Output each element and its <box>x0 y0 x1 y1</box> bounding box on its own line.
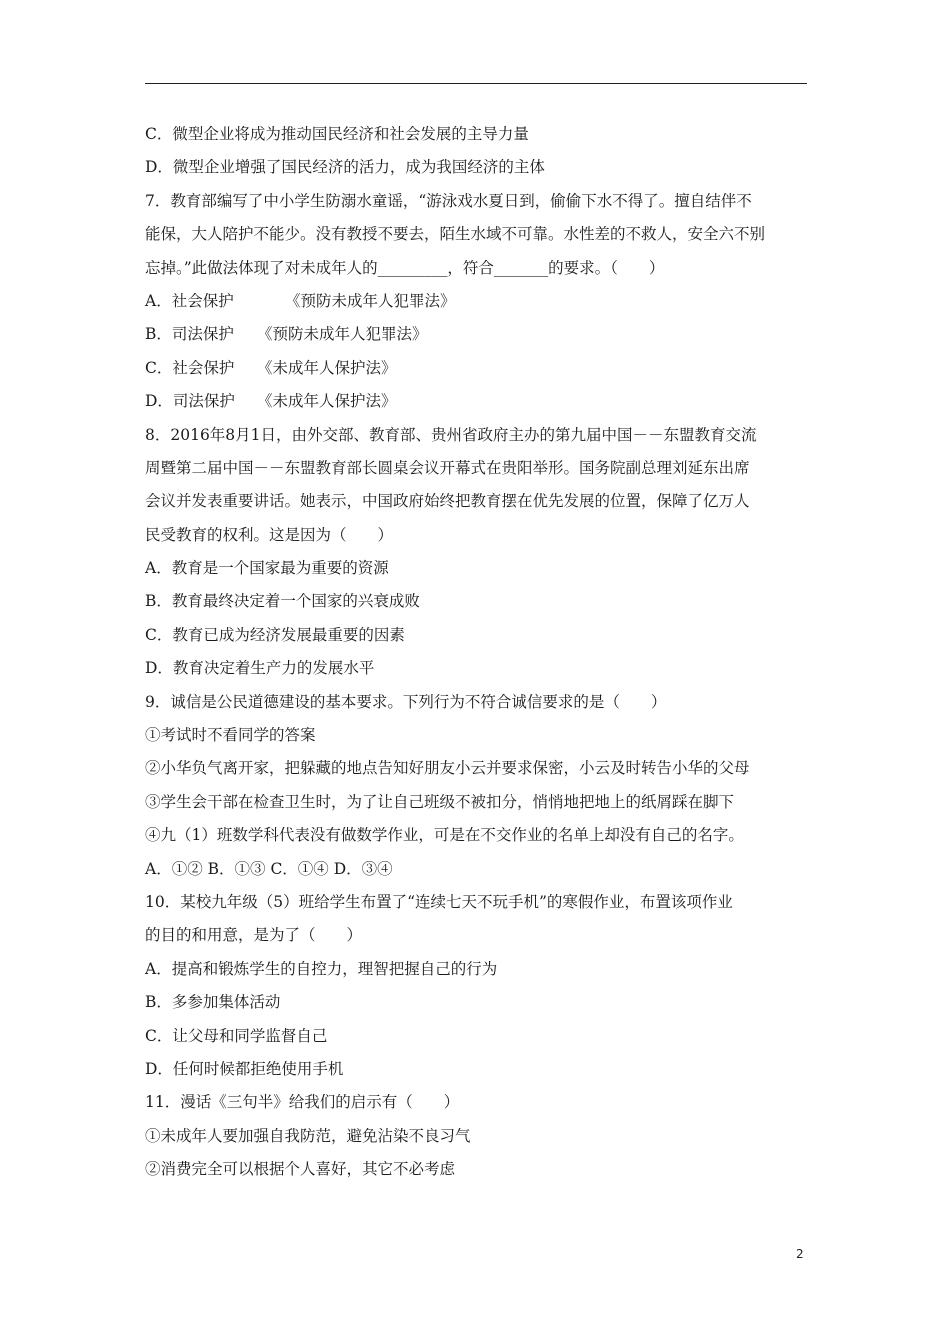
q7-option-b <box>145 318 810 351</box>
q6-option-c: C．微型企业将成为推动国民经济和社会发展的主导力量 <box>145 125 529 143</box>
q7-option-a-label: A．社会保护 <box>145 291 234 310</box>
question-content <box>145 118 810 1187</box>
q7-option-c-law: 《未成年人保护法》 <box>257 358 397 377</box>
q8-stem-line-1: 8．2016年8月1日，由外交部、教育部、贵州省政府主办的第九届中国－－东盟教育交流 <box>145 425 757 444</box>
q11-item-1: ①未成年人要加强自我防范，避免沾染不良习气 <box>145 1126 471 1145</box>
q7-option-c <box>145 352 810 385</box>
q7-option-d <box>145 385 810 418</box>
q7-stem-line-3: 忘掉。”此做法体现了对未成年人的_________，符合_______的要求。（ ） <box>145 258 665 277</box>
q8-stem-line-2: 周暨第二届中国－－东盟教育部长圆桌会议开幕式在贵阳举形。国务院副总理刘延东出席 <box>145 458 750 477</box>
q11-stem: 11．漫话《三句半》给我们的启示有（ ） <box>145 1093 460 1112</box>
q10-option-d: D．任何时候都拒绝使用手机 <box>145 1059 344 1078</box>
page-number: 2 <box>796 1247 804 1261</box>
q9-item-1: ①考试时不看同学的答案 <box>145 726 316 745</box>
q7-option-d-label: D．司法保护 <box>145 392 235 411</box>
q7-option-c-label: C．社会保护 <box>145 358 235 377</box>
q7-option-b-law: 《预防未成年人犯罪法》 <box>257 325 428 344</box>
q10-stem-line-2: 的目的和用意，是为了（ ） <box>145 926 363 945</box>
q8-stem-line-3: 会议并发表重要讲话。她表示，中国政府始终把教育摆在优先发展的位置，保障了亿万人 <box>145 492 750 511</box>
q8-option-a: A．教育是一个国家最为重要的资源 <box>145 559 389 578</box>
q10-option-b: B．多参加集体活动 <box>145 993 281 1012</box>
q9-item-4: ④九（1）班数学科代表没有做数学作业，可是在不交作业的名单上却没有自己的名字。 <box>145 826 744 845</box>
q7-option-b-label: B．司法保护 <box>145 325 234 344</box>
q7-stem-line-1: 7．教育部编写了中小学生防溺水童谣，“游泳戏水夏日到，偷偷下水不得了。擅自结伴不 <box>145 191 752 210</box>
q7-option-a <box>145 285 810 318</box>
q8-stem-line-4: 民受教育的权利。这是因为（ ） <box>145 525 394 544</box>
q10-stem-line-1: 10．某校九年级（5）班给学生布置了“连续七天不玩手机”的寒假作业，布置该项作业 <box>145 892 733 911</box>
q10-option-a: A．提高和锻炼学生的自控力，理智把握自己的行为 <box>145 959 498 978</box>
q9-stem: 9．诚信是公民道德建设的基本要求。下列行为不符合诚信要求的是（ ） <box>145 692 667 711</box>
q10-option-c: C．让父母和同学监督自己 <box>145 1026 328 1045</box>
q9-options: A．①② B．①③ C．①④ D．③④ <box>145 859 393 878</box>
q8-option-b: B．教育最终决定着一个国家的兴衰成败 <box>145 592 420 611</box>
q7-option-d-law: 《未成年人保护法》 <box>257 392 397 411</box>
q7-stem-line-2: 能保，大人陪护不能少。没有教授不要去，陌生水域不可靠。水性差的不救人，安全六不别 <box>145 225 766 244</box>
q9-item-3: ③学生会干部在检查卫生时，为了让自己班级不被扣分，悄悄地把地上的纸屑踩在脚下 <box>145 792 735 811</box>
q11-item-2: ②消费完全可以根据个人喜好，其它不必考虑 <box>145 1160 456 1179</box>
header-rule <box>145 83 807 84</box>
q7-option-a-law: 《预防未成年人犯罪法》 <box>285 291 456 310</box>
q8-option-c: C．教育已成为经济发展最重要的因素 <box>145 625 405 644</box>
q6-option-d: D．微型企业增强了国民经济的活力，成为我国经济的主体 <box>145 158 545 177</box>
q9-item-2: ②小华负气离开家，把躲藏的地点告知好朋友小云并要求保密，小云及时转告小华的父母 <box>145 759 750 778</box>
q8-option-d: D．教育决定着生产力的发展水平 <box>145 659 375 678</box>
